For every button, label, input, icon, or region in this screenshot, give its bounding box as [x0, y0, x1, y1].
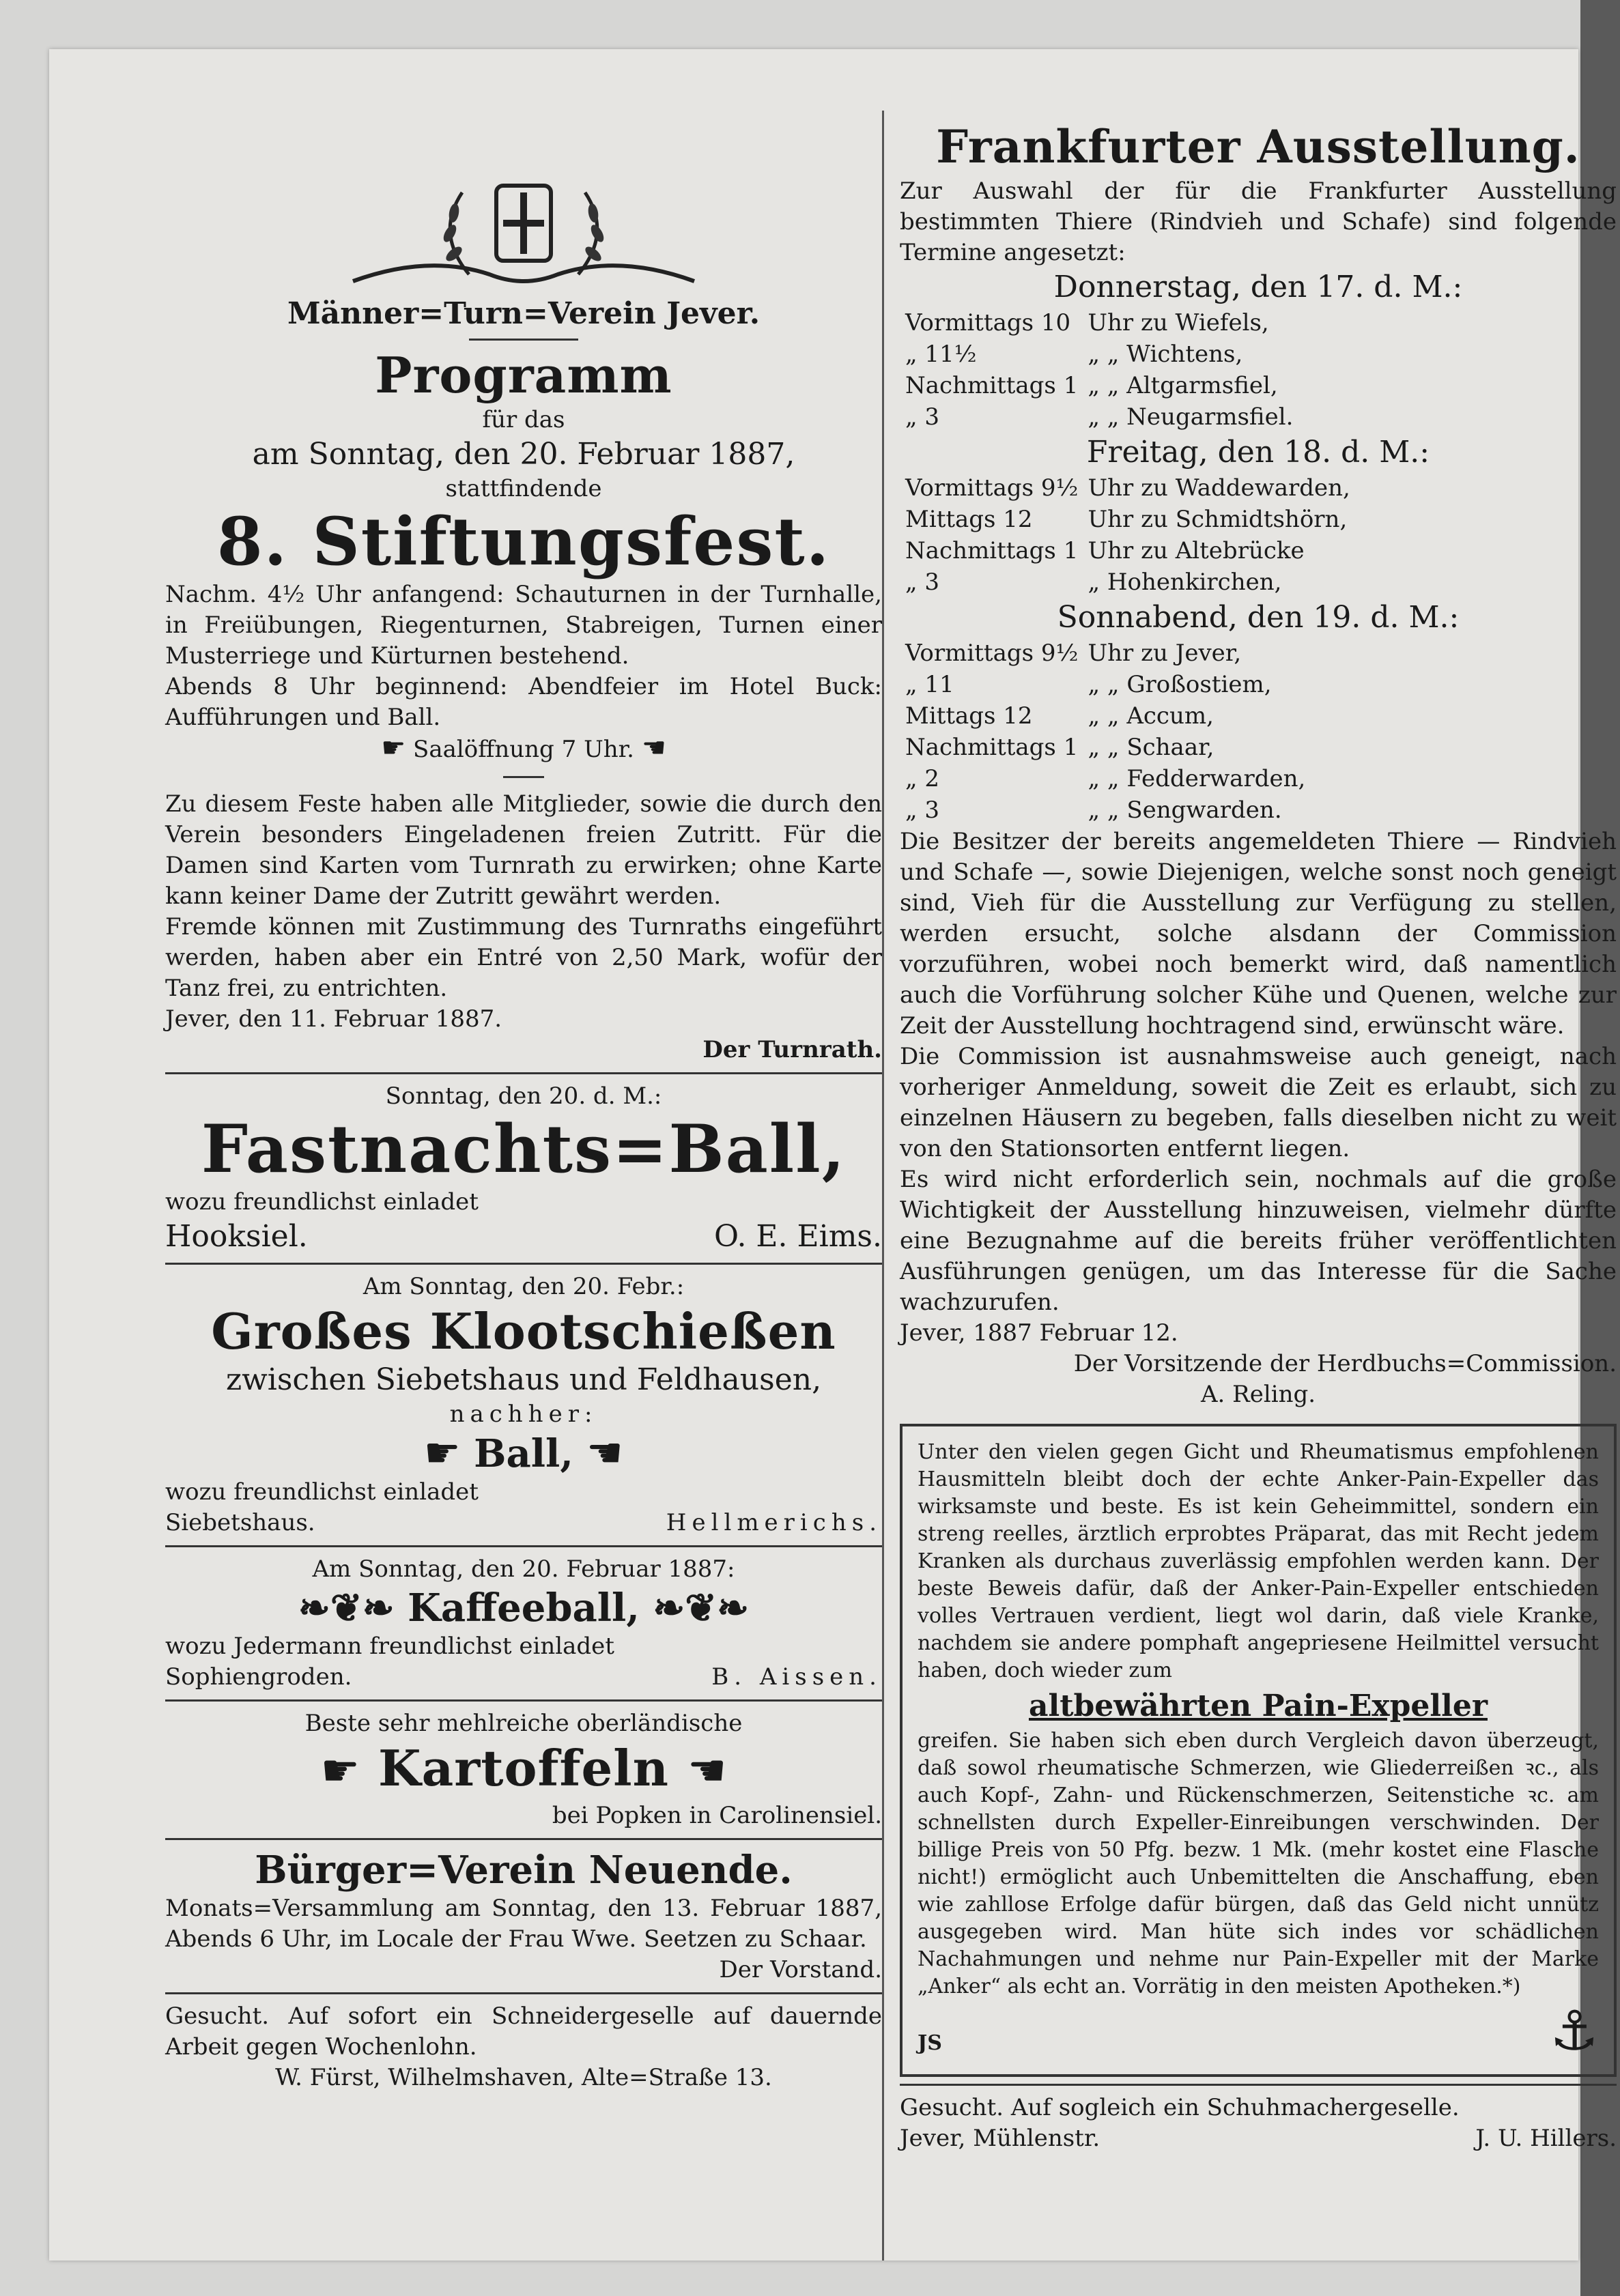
schedule-row — [901, 670, 1309, 700]
pointing-hand-icon: ☛ — [586, 1429, 624, 1477]
gesucht-sign: W. Fürst, Wilhelmshaven, Alte=Straße 13. — [275, 2064, 772, 2091]
expo-text-1: Die Besitzer der bereits angemeldeten Thiere — Rindvieh und Schafe —, sowie Diejenigen, welche sonst noch geneigt sind, Vieh für die Ausstellung zur Verfügung zu stellen, werden ersucht, solche alsdann der Commission vorzuführen, wobei noch bemerkt wird, daß namentlich auch die Vorführung solcher Kühe und Quenen, welche zur Zeit der Ausstellung hochtragend sind, erwünscht wäre. — [900, 828, 1617, 1039]
laurel-emblem-icon — [165, 172, 882, 295]
divider — [469, 339, 578, 341]
day3-schedule — [900, 637, 1311, 827]
schedule-time: Nachmittags 1 — [905, 537, 1079, 564]
potato-intro: Beste sehr mehlreiche oberländische — [304, 1710, 743, 1737]
ad-title: altbewährten Pain-Expeller — [1028, 1689, 1488, 1723]
buerger-sign: Der Vorstand. — [719, 1956, 882, 1983]
schedule-place: Uhr zu Schmidtshörn, — [1088, 506, 1348, 533]
schedule-row — [901, 638, 1309, 668]
kloot-date: Am Sonntag, den 20. Febr.: — [363, 1273, 685, 1300]
expo-title: Frankfurter Ausstellung. — [936, 120, 1580, 173]
fasching-place: Hooksiel. — [165, 1219, 308, 1254]
potato-title: Kartoffeln — [378, 1739, 669, 1797]
divider — [165, 1263, 882, 1265]
kaffee-title: Kaffeeball, — [408, 1585, 640, 1631]
schedule-place: Uhr zu Wiefels, — [1088, 309, 1269, 336]
schedule-place: Uhr zu Jever, — [1088, 640, 1242, 667]
kloot-footer — [165, 1508, 882, 1538]
kloot-ball: Ball, — [474, 1431, 573, 1476]
fasching-invite: wozu freundlichst einladet — [165, 1188, 479, 1216]
ornament-icon: ❧❦❧ — [298, 1585, 395, 1631]
expo-text-2: Die Commission ist ausnahmsweise auch geneigt, nach vorheriger Anmeldung, soweit die Zeit es erlaubt, sich zu einzelnen Häusern zu begeben, falls dieselben nicht zu weit von den Stationsorten entfernt liegen. — [900, 1043, 1617, 1162]
divider — [165, 1699, 882, 1702]
divider — [165, 1992, 882, 1994]
schedule-row — [901, 371, 1297, 401]
column-divider — [882, 111, 884, 2261]
schedule-place: „ „ Accum, — [1088, 702, 1214, 730]
program-sub: stattfindende — [445, 475, 602, 502]
schedule-place: „ „ Wichtens, — [1088, 341, 1243, 368]
expo-sign-1: Der Vorsitzende der Herdbuchs=Commission. — [1073, 1350, 1617, 1377]
fasching-host: O. E. Eims. — [713, 1219, 882, 1254]
ad-mark: JS — [918, 2031, 942, 2055]
date-line: Jever, den 11. Februar 1887. — [165, 1005, 502, 1033]
fasching-title: Fastnachts=Ball, — [201, 1110, 847, 1188]
schedule-place: Uhr zu Altebrücke — [1088, 537, 1305, 564]
fasching-date: Sonntag, den 20. d. M.: — [385, 1082, 662, 1110]
day1-heading: Donnerstag, den 17. d. M.: — [1053, 270, 1463, 304]
kaffee-date: Am Sonntag, den 20. Februar 1887: — [312, 1555, 735, 1583]
divider — [165, 1838, 882, 1840]
right-gesucht-text: Gesucht. Auf sogleich ein Schuhmachergeselle. — [900, 2094, 1460, 2121]
fasching-footer — [165, 1218, 882, 1256]
right-gesucht-footer — [900, 2123, 1617, 2154]
buerger-title: Bürger=Verein Neuende. — [255, 1848, 793, 1893]
schedule-time: „ 3 — [905, 797, 940, 824]
day2-heading: Freitag, den 18. d. M.: — [1086, 435, 1430, 470]
schedule-time: „ 11½ — [905, 341, 977, 368]
kaffee-place: Sophiengroden. — [165, 1663, 352, 1691]
schedule-time: Vormittags 9½ — [905, 474, 1079, 502]
pointing-hand-icon: ☛ — [641, 732, 666, 764]
pointing-hand-icon: ☛ — [381, 732, 406, 764]
schedule-place: „ „ Schaar, — [1088, 734, 1214, 761]
program-date: am Sonntag, den 20. Februar 1887, — [252, 437, 795, 472]
kloot-ball-line — [165, 1430, 882, 1477]
schedule-time: Nachmittags 1 — [905, 372, 1079, 399]
potato-seller: bei Popken in Carolinensiel. — [552, 1802, 882, 1829]
schedule-time: Vormittags 9½ — [905, 640, 1079, 667]
schedule-time: Mittags 12 — [905, 702, 1033, 730]
ad-text-1: Unter den vielen gegen Gicht und Rheumatismus empfohlenen Hausmitteln bleibt doch der echte Anker-Pain-Expeller das wirksamste und beste. Es ist kein Geheimmittel, sondern ein streng reelles, ärztlich erprobtes Präparat, das mit Recht jedem Kranken als durchaus zuverlässig empfohlen werden kann. Der beste Beweis dafür, daß der Anker-Pain-Expeller entschieden volles Vertrauen verdient, liegt wol darin, daß viele Kranke, nachdem sie andere pomphaft angepriesene Heilmittel versucht haben, doch wieder zum — [918, 1440, 1599, 1682]
schedule-time: Vormittags 10 — [905, 309, 1071, 336]
schedule-row — [901, 567, 1354, 597]
ad-text-2: greifen. Sie haben sich eben durch Vergleich davon überzeugt, daß sowol rheumatische Schmerzen, wie Gliederreißen ꝛc., als auch Kopf-, Zahn- und Rückenschmerzen, Seitenstiche ꝛc. am schnellsten durch Expeller-Einreibungen verschwinden. Der billige Preis von 50 Pfg. bezw. 1 Mk. (mehr kostet eine Flasche nicht!) ermöglicht auch Unbemittelten die Anschaffung, eben wie zahllose Erfolge dafür bürgen, daß das Geld nicht unnütz ausgegeben wird. Man hüte sich indes vor schädlichen Nachahmungen und nehme nur Pain-Expeller mit der Marke „Anker“ als echt an. Vorrätig in den meisten Apotheken.*) — [918, 1729, 1599, 1998]
expo-intro: Zur Auswahl der für die Frankfurter Ausstellung bestimmten Thiere (Rindvieh und Schafe) sind folgende Termine angesetzt: — [900, 177, 1617, 266]
schedule-time: „ 3 — [905, 403, 940, 431]
festival-text-2: Abends 8 Uhr beginnend: Abendfeier im Hotel Buck: Aufführungen und Ball. — [165, 673, 882, 731]
right-column — [900, 90, 1617, 2154]
schedule-row — [901, 764, 1309, 794]
signature: Der Turnrath. — [702, 1036, 882, 1063]
kloot-title: Großes Klootschießen — [211, 1302, 836, 1360]
pain-expeller-ad — [900, 1424, 1617, 2077]
kloot-invite: wozu freundlichst einladet — [165, 1478, 479, 1506]
pointing-hand-icon: ☛ — [423, 1429, 461, 1477]
members-text: Zu diesem Feste haben alle Mitglieder, sowie die durch den Verein besonders Eingeladenen freien Zutritt. Für die Damen sind Karten vom Turnrath zu erwirken; ohne Karte kann keiner Dame der Zutritt gewährt werden. — [165, 790, 882, 910]
hall-opening: Saalöffnung 7 Uhr. — [413, 736, 634, 763]
strangers-text: Fremde können mit Zustimmung des Turnraths eingeführt werden, haben aber ein Entré von 2,50 Mark, wofür der Tanz frei, zu entrichten. — [165, 913, 882, 1002]
day2-schedule — [900, 472, 1356, 599]
schedule-row — [901, 339, 1297, 369]
schedule-time: Nachmittags 1 — [905, 734, 1079, 761]
schedule-time: „ 3 — [905, 569, 940, 596]
festival-text-1: Nachm. 4½ Uhr anfangend: Schauturnen in der Turnhalle, in Freiübungen, Riegenturnen, Stabreigen, Turnen einer Musterriege und Kürturnen bestehend. — [165, 581, 882, 670]
program-for: für das — [482, 406, 565, 433]
schedule-row — [901, 473, 1354, 503]
kaffee-footer — [165, 1662, 882, 1693]
schedule-place: „ „ Fedderwarden, — [1088, 765, 1306, 792]
kloot-between: zwischen Siebetshaus und Feldhausen, — [225, 1362, 822, 1397]
schedule-row — [901, 504, 1354, 534]
day1-schedule — [900, 306, 1298, 433]
right-gesucht-sign: J. U. Hillers. — [1475, 2125, 1617, 2152]
schedule-place: Uhr zu Waddewarden, — [1088, 474, 1350, 502]
kloot-place: Siebetshaus. — [165, 1509, 315, 1536]
program-title: Programm — [375, 346, 672, 404]
divider — [165, 1072, 882, 1074]
ad-footer — [918, 2000, 1599, 2062]
kloot-host: Hellmerichs. — [666, 1509, 882, 1536]
ornament-icon: ❧❦❧ — [653, 1585, 750, 1631]
divider — [503, 776, 544, 778]
schedule-place: „ „ Neugarmsfiel. — [1088, 403, 1294, 431]
gesucht-text: Gesucht. Auf sofort ein Schneidergeselle auf dauernde Arbeit gegen Wochenlohn. — [165, 2003, 882, 2061]
schedule-time: Mittags 12 — [905, 506, 1033, 533]
schedule-row — [901, 701, 1309, 731]
expo-text-3: Es wird nicht erforderlich sein, nochmals auf die große Wichtigkeit der Ausstellung hinzuweisen, vielmehr dürfte eine Bezugnahme auf die bereits früher veröffentlichten Ausführungen genügen, um das Interesse für die Sache wachzurufen. — [900, 1166, 1617, 1316]
divider — [900, 2084, 1617, 2086]
kloot-after: nachher: — [449, 1401, 598, 1428]
buerger-text: Monats=Versammlung am Sonntag, den 13. Februar 1887, Abends 6 Uhr, im Locale der Frau Wwe. Seetzen zu Schaar. — [165, 1895, 882, 1953]
expo-date: Jever, 1887 Februar 12. — [900, 1319, 1178, 1347]
newspaper-page — [49, 49, 1617, 2261]
potato-title-line — [165, 1739, 882, 1800]
day3-heading: Sonnabend, den 19. d. M.: — [1057, 600, 1460, 635]
anchor-icon: ⚓ — [1550, 1999, 1599, 2063]
hall-opening-line — [165, 733, 882, 765]
schedule-time: „ 11 — [905, 671, 954, 698]
right-gesucht-place: Jever, Mühlenstr. — [900, 2125, 1100, 2152]
pointing-hand-icon: ☛ — [320, 1746, 360, 1796]
schedule-row — [901, 402, 1297, 432]
schedule-place: „ Hohenkirchen, — [1088, 569, 1282, 596]
schedule-place: „ „ Sengwarden. — [1088, 797, 1282, 824]
schedule-row — [901, 308, 1297, 338]
schedule-row — [901, 732, 1309, 762]
club-name: Männer=Turn=Verein Jever. — [287, 296, 761, 331]
schedule-place: „ „ Altgarmsfiel, — [1088, 372, 1278, 399]
kaffee-invite: wozu Jedermann freundlichst einladet — [165, 1633, 614, 1660]
kaffee-title-line — [165, 1585, 882, 1631]
pointing-hand-icon: ☛ — [687, 1746, 727, 1796]
schedule-row — [901, 536, 1354, 566]
expo-sign-2: A. Reling. — [1200, 1381, 1316, 1408]
left-column — [165, 90, 882, 2093]
schedule-time: „ 2 — [905, 765, 940, 792]
festival-title: 8. Stiftungsfest. — [216, 503, 831, 580]
kaffee-host: B. Aissen. — [711, 1663, 882, 1691]
schedule-place: „ „ Großostiem, — [1088, 671, 1272, 698]
divider — [165, 1545, 882, 1547]
schedule-row — [901, 795, 1309, 825]
